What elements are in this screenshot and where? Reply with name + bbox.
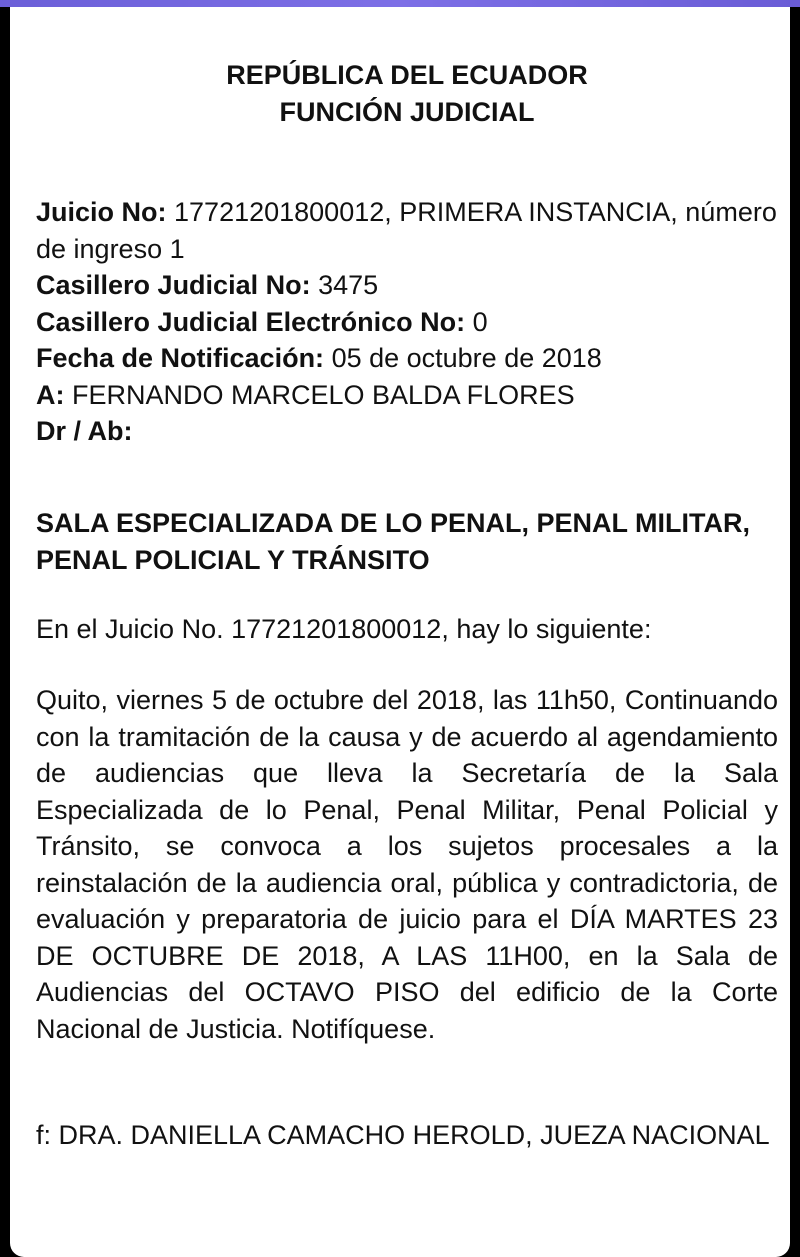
meta-fecha-value: 05 de octubre de 2018: [324, 343, 602, 373]
meta-casillero-electronico-label: Casillero Judicial Electrónico No:: [36, 306, 466, 337]
notification-body: Quito, viernes 5 de octubre del 2018, las 11h50, Continuando con la tramitación de la causa y de acuerdo al agendamiento de audiencias que lleva la Secretaría de la Sala Especializada de lo Penal, Penal Militar, Penal Policial y Tránsito, se convoca a los sujetos procesales a la reinstalación de la audiencia oral, pública y contradictoria, de evaluación y preparatoria de juicio para el DÍA MARTES 23 DE OCTUBRE DE 2018, A LAS 11H00, en la Sala de Audiencias del OCTAVO PISO del edificio de la Corte Nacional de Justicia. Notifíquese.: [36, 685, 778, 1044]
meta-juicio-label: Juicio No:: [36, 197, 167, 227]
meta-destinatario-value: FERNANDO MARCELO BALDA FLORES: [64, 379, 575, 410]
header-institution: FUNCIÓN JUDICIAL: [279, 97, 535, 127]
meta-destinatario: [36, 377, 778, 414]
meta-fecha: [36, 340, 778, 377]
meta-juicio: [36, 194, 778, 267]
meta-abogado-label: Dr / Ab:: [36, 416, 133, 446]
court-chamber-title: SALA ESPECIALIZADA DE LO PENAL, PENAL MILITAR, PENAL POLICIAL Y TRÁNSITO: [36, 507, 751, 575]
meta-casillero: [36, 267, 778, 304]
meta-juicio-value: 17721201800012, PRIMERA INSTANCIA, número de ingreso 1: [36, 197, 777, 264]
document-sheet[interactable]: [10, 7, 790, 1257]
notification-metadata: [36, 194, 778, 450]
meta-casillero-electronico-value: 0: [465, 306, 488, 337]
meta-casillero-electronico: [36, 304, 778, 341]
top-accent-bar: [0, 0, 800, 7]
meta-destinatario-label: A:: [36, 379, 65, 410]
document-content: [36, 57, 778, 1154]
meta-casillero-value: 3475: [310, 270, 379, 300]
meta-casillero-label: Casillero Judicial No:: [36, 270, 311, 300]
header-country: REPÚBLICA DEL ECUADOR: [226, 60, 588, 90]
meta-fecha-label: Fecha de Notificación:: [36, 343, 325, 373]
signature-line: f: DRA. DANIELLA CAMACHO HEROLD, JUEZA NACIONAL: [36, 1120, 770, 1150]
meta-abogado: [36, 413, 778, 450]
intro-line: En el Juicio No. 17721201800012, hay lo siguiente:: [36, 613, 652, 644]
document-header: [36, 57, 778, 131]
